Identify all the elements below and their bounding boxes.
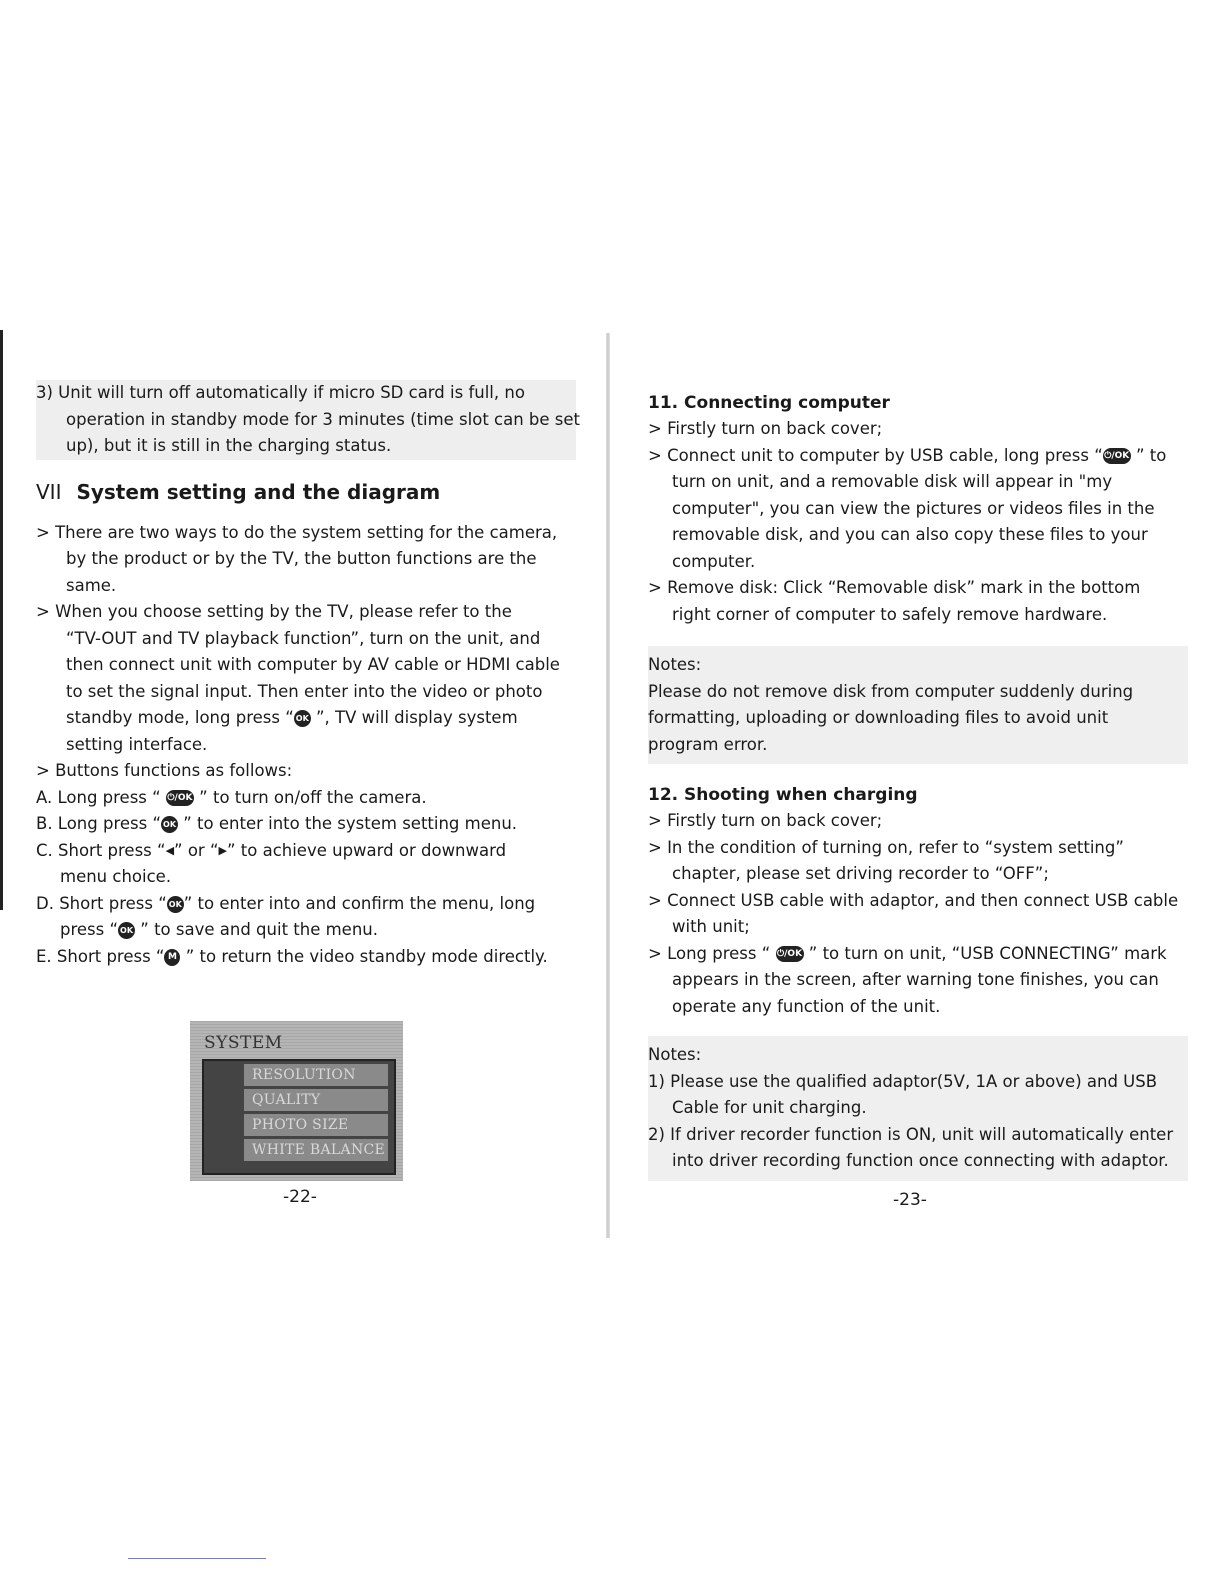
s11-bullet-3: > Remove disk: Click “Removable disk” mark in the bottom	[648, 578, 1141, 597]
page-left	[36, 380, 581, 970]
notes-1	[648, 646, 1188, 764]
step-e-pre: E. Short press “	[36, 946, 165, 966]
step-d-line-2	[36, 917, 576, 944]
step-d-pre: D. Short press “	[36, 893, 167, 913]
bullet-2-line-2: “TV-OUT and TV playback function”, turn on the unit, and	[66, 628, 541, 648]
section-title: System setting and the diagram	[76, 479, 441, 504]
m-icon: M	[164, 949, 180, 966]
section-heading	[36, 480, 576, 504]
step-a	[36, 785, 576, 812]
s12-bullet-4-post: ” to turn on unit, “USB CONNECTING” mark	[803, 943, 1167, 963]
notes-1-line-3: program error.	[648, 734, 768, 754]
s12-bullet-3-line-2: with unit;	[672, 917, 750, 936]
bullet-2-line-5	[36, 705, 576, 732]
power-ok-icon: ⏻/OK	[776, 946, 804, 962]
notes-2	[648, 1036, 1188, 1181]
notes-2-item-1-line-2: Cable for unit charging.	[672, 1098, 867, 1117]
notes-2-item-1: 1) Please use the qualified adaptor(5V, 1A or above) and USB	[648, 1071, 1158, 1091]
step-b-pre: B. Long press “	[36, 814, 162, 833]
step-c-post: ” to achieve upward or downward	[226, 840, 507, 860]
menu-item-resolution: RESOLUTION	[244, 1064, 388, 1086]
s11-bullet-2-line-4: removable disk, and you can also copy these files to your	[672, 525, 1148, 544]
notes-2-label: Notes:	[648, 1045, 702, 1064]
bullet-1-line-1: > There are two ways to do the system setting for the camera,	[36, 522, 558, 542]
s11-bullet-2-line-3: computer", you can view the pictures or videos files in the	[672, 498, 1155, 518]
step-c-pre: C. Short press “	[36, 840, 166, 860]
menu-list	[202, 1059, 396, 1175]
book-spine	[606, 333, 610, 1238]
page-number-left: -22-	[283, 1187, 317, 1207]
ok-icon: OK	[167, 896, 184, 913]
s12-bullet-4-line-3: operate any function of the unit.	[672, 996, 941, 1016]
power-ok-icon: ⏻/OK	[1103, 448, 1131, 464]
menu-item-quality: QUALITY	[244, 1089, 388, 1111]
bullet-1-line-2: by the product or by the TV, the button functions are the	[66, 549, 537, 568]
bullet-1-line-3: same.	[66, 575, 117, 595]
bullet-2-line-4: to set the signal input. Then enter into the video or photo	[66, 681, 543, 701]
step-e	[36, 944, 576, 971]
bullet-2-text-pre: standby mode, long press “	[66, 708, 294, 727]
section-number: VII	[36, 479, 62, 504]
page-number-right: -23-	[893, 1190, 927, 1210]
item-3-line-2: operation in standby mode for 3 minutes (time slot can be set	[66, 409, 581, 429]
section-11-title: 11. Connecting computer	[648, 393, 890, 413]
ok-icon: OK	[294, 710, 311, 727]
ok-icon: OK	[161, 816, 178, 833]
step-d2-pre: press “	[60, 920, 119, 940]
item-3-block	[36, 380, 581, 460]
s12-bullet-2: > In the condition of turning on, refer to “system setting”	[648, 837, 1124, 857]
step-d-post: ” to enter into and confirm the menu, long	[183, 893, 536, 913]
s12-bullet-3: > Connect USB cable with adaptor, and then connect USB cable	[648, 890, 1179, 910]
bullet-3-line: > Buttons functions as follows:	[36, 761, 293, 780]
bottom-underline-decoration	[128, 1558, 266, 1559]
s11-bullet-2-pre: > Connect unit to computer by USB cable, long press “	[648, 445, 1103, 465]
step-d2-post: ” to save and quit the menu.	[135, 920, 378, 940]
s11-bullet-2	[648, 443, 1188, 470]
notes-2-item-2: 2) If driver recorder function is ON, unit will automatically enter	[648, 1124, 1174, 1144]
notes-1-label: Notes:	[648, 655, 702, 674]
bullet-2-line-6: setting interface.	[66, 734, 208, 754]
menu-title: SYSTEM	[204, 1033, 283, 1053]
step-b	[36, 811, 576, 838]
step-b-post: ” to enter into the system setting menu.	[178, 814, 518, 833]
notes-2-item-2-line-2: into driver recording function once connecting with adaptor.	[672, 1151, 1169, 1170]
system-menu-diagram	[190, 1021, 403, 1181]
s12-bullet-1: > Firstly turn on back cover;	[648, 811, 883, 830]
step-d	[36, 891, 576, 918]
step-e-post: ” to return the video standby mode directly.	[180, 946, 548, 966]
notes-1-line-2: formatting, uploading or downloading files to avoid unit	[648, 708, 1109, 727]
bullet-2-text-post: ”, TV will display system	[310, 708, 518, 727]
menu-item-photo-size: PHOTO SIZE	[244, 1114, 388, 1136]
s11-bullet-2-line-2: turn on unit, and a removable disk will appear in "my	[672, 472, 1113, 491]
s11-bullet-3-line-2: right corner of computer to safely remove hardware.	[672, 604, 1108, 624]
s12-bullet-4-pre: > Long press “	[648, 943, 776, 963]
bullet-2-line-3: then connect unit with computer by AV cable or HDMI cable	[66, 655, 560, 674]
step-a-post: ” to turn on/off the camera.	[193, 787, 427, 807]
notes-1-line-1: Please do not remove disk from computer suddenly during	[648, 681, 1134, 701]
page-left-edge	[0, 330, 3, 910]
right-triangle-icon: ▶	[218, 843, 227, 857]
step-c-line-2: menu choice.	[60, 867, 172, 887]
s12-bullet-4	[648, 941, 1188, 968]
item-3-line-1: 3) Unit will turn off automatically if micro SD card is full, no	[36, 383, 525, 402]
left-triangle-icon: ◀	[165, 843, 175, 857]
step-c	[36, 838, 576, 865]
s11-bullet-1: > Firstly turn on back cover;	[648, 419, 883, 438]
bullet-2-line-1: > When you choose setting by the TV, please refer to the	[36, 602, 512, 621]
menu-item-white-balance: WHITE BALANCE	[244, 1139, 388, 1161]
s11-bullet-2-line-5: computer.	[672, 551, 756, 571]
page-right	[648, 380, 1188, 1181]
s11-bullet-2-post: ” to	[1130, 445, 1167, 465]
s12-bullet-2-line-2: chapter, please set driving recorder to “OFF”;	[672, 864, 1049, 883]
step-a-pre: A. Long press “	[36, 787, 166, 807]
power-ok-icon: ⏻/OK	[166, 790, 194, 806]
section-12-title: 12. Shooting when charging	[648, 785, 918, 805]
step-c-mid: ” or “	[174, 840, 219, 860]
s12-bullet-4-line-2: appears in the screen, after warning tone finishes, you can	[672, 970, 1159, 989]
item-3-line-3: up), but it is still in the charging status.	[66, 436, 392, 455]
ok-icon: OK	[118, 922, 135, 939]
